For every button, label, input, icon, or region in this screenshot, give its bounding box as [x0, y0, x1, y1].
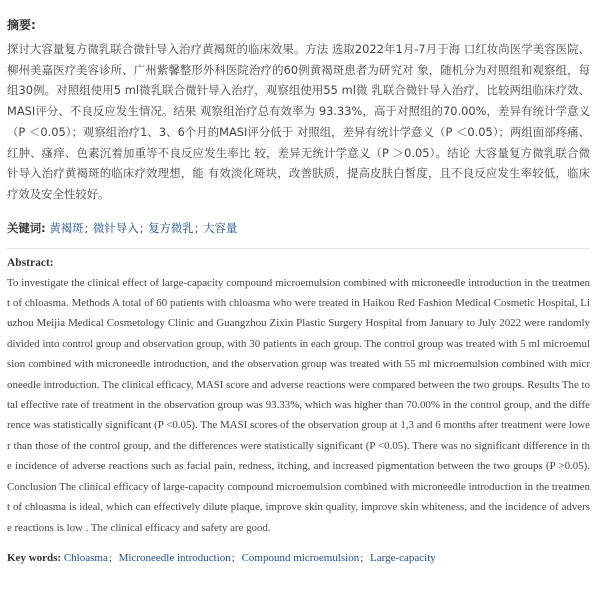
chinese-abstract-heading: 摘要:: [7, 18, 36, 32]
chinese-abstract-text: 探讨大容量复方微乳联合微针导入治疗黄褐斑的临床效果。方法 选取2022年1月-7月于海 口红妆尚医学美容医院、柳州美嘉医疗美容诊所、广州紫馨整形外科医院治疗的60例黄褐斑患者为研究对 象，随机分为对照组和观察组，每组30例。对照组使用5 ml微乳联合微针导入治疗，观察组使用55 ml微 乳联合微针导入治疗，比较两组临床疗效、MASI评分、不良反应发生情况。结果 观察组治疗总有效率为 93.33%，高于对照组的70.00%，差异有统计学意义（P ＜0.05）；观察组治疗1、3、6个月的MASI评分低于 对照组，差异有统计学意义（P ＜0.05）；两组面部疼痛、红肿、瘙痒、色素沉着加重等不良反应发生率比 较，差异无统计学意义（P ＞0.05）。结论 大容量复方微乳联合微针导入治疗黄褐斑的临床疗效理想，能 有效淡化斑块，改善肤质，提高皮肤白皙度，且不良反应发生率较低，临床疗效及安全性较好。: [7, 42, 590, 201]
keyword-separator: ;: [360, 551, 364, 564]
keyword-separator: ;: [84, 220, 89, 235]
english-keyword-link[interactable]: Large-capacity: [370, 551, 436, 564]
chinese-keywords-label: 关键词:: [7, 220, 46, 235]
keyword-separator: ;: [108, 551, 112, 564]
chinese-keyword-link[interactable]: 复方微乳: [148, 220, 194, 235]
english-keywords-label: Key words:: [7, 551, 62, 564]
chinese-keywords-line: [7, 220, 590, 236]
section-divider: [7, 248, 590, 249]
english-keyword-link[interactable]: Chloasma: [63, 551, 108, 564]
english-keyword-link[interactable]: Microneedle introduction: [118, 551, 231, 564]
english-keywords-line: [7, 552, 590, 564]
english-abstract-text: To investigate the clinical effect of large-capacity compound microemulsion combined with microneedle introduction in the treatment of chloasma. Methods A total of 60 patients with chloasma who were treated in Haikou Red Fashion Medical Cosmetic Hospital, Liuzhou Meijia Medical Cosmetology Clinic and Guangzhou Zixin Plastic Surgery Hospital from January to July 2022 were randomly divided into control group and observation group, with 30 patients in each group. The control group was treated with 5 ml microemulsion combined with microneedle introduction, and the observation group was treated with 55 ml microemulsion combined with microneedle introduction. The clinical efficacy, MASI score and adverse reactions were compared between the two groups. Results The total effective rate of treatment in the observation group was 93.33%, which was higher than 70.00% in the control group, and the difference was statistically significant (P <0.05). The MASI scores of the observation group at 1,3 and 6 months after treatment were lower than those of the control group, and the differences were statistically significant (P <0.05). There was no significant difference in the incidence of adverse reactions such as facial pain, redness, itching, and increased pigmentation between the two groups (P >0.05). Conclusion The clinical efficacy of large-capacity compound microemulsion combined with microneedle introduction in the treatment of chloasma is ideal, which can effectively dilute plaque, improve skin quality, improve skin whiteness, and the incidence of adverse reactions is low . The clinical efficacy and safety are good.: [7, 276, 590, 534]
chinese-keyword-link[interactable]: 微针导入: [93, 220, 139, 235]
keyword-separator: ;: [139, 220, 144, 235]
english-abstract-heading: Abstract:: [7, 256, 54, 269]
english-keyword-link[interactable]: Compound microemulsion: [241, 551, 360, 564]
chinese-keyword-link[interactable]: 大容量: [203, 220, 238, 235]
chinese-keyword-link[interactable]: 黄褐斑: [49, 220, 84, 235]
keyword-separator: ;: [194, 220, 199, 235]
keyword-separator: ;: [231, 551, 235, 564]
